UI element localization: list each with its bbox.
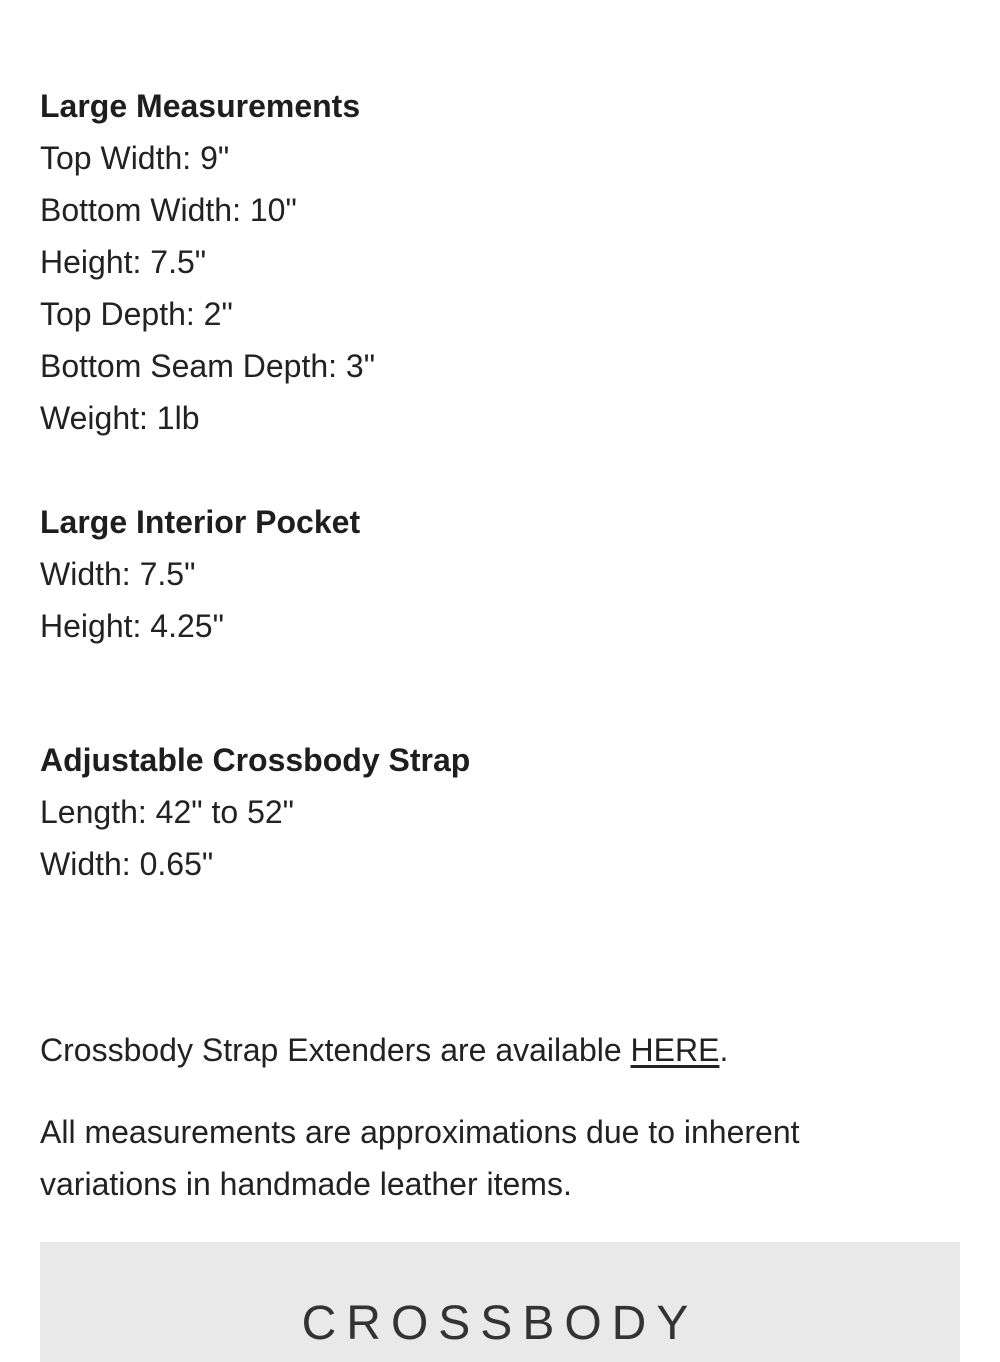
disclaimer-paragraph	[40, 1106, 960, 1210]
large-measurements-heading: Large Measurements	[40, 88, 361, 124]
crossbody-banner[interactable]	[40, 1242, 960, 1362]
strap-section	[40, 734, 960, 890]
strap-heading: Adjustable Crossbody Strap	[40, 742, 471, 778]
pocket-width-line: Width: 7.5"	[40, 556, 196, 592]
disclaimer-line-1: All measurements are approximations due to inherent	[40, 1114, 800, 1150]
section-spacer	[40, 652, 960, 734]
bottom-seam-depth-line: Bottom Seam Depth: 3"	[40, 348, 376, 384]
paragraph-spacer	[40, 1076, 960, 1106]
strap-width-line: Width: 0.65"	[40, 846, 214, 882]
strap-length-line: Length: 42" to 52"	[40, 794, 295, 830]
section-spacer	[40, 890, 960, 1024]
bottom-width-line: Bottom Width: 10"	[40, 192, 297, 228]
extenders-paragraph	[40, 1024, 960, 1076]
disclaimer-line-2: variations in handmade leather items.	[40, 1166, 572, 1202]
pocket-height-line: Height: 4.25"	[40, 608, 224, 644]
top-depth-line: Top Depth: 2"	[40, 296, 233, 332]
extenders-prefix: Crossbody Strap Extenders are available	[40, 1032, 631, 1068]
product-details	[40, 80, 960, 1210]
crossbody-banner-title: CROSSBODY	[301, 1297, 699, 1350]
section-spacer	[40, 444, 960, 496]
height-line: Height: 7.5"	[40, 244, 207, 280]
extenders-suffix: .	[719, 1032, 729, 1068]
interior-pocket-section	[40, 496, 960, 652]
large-measurements-section	[40, 80, 960, 444]
weight-line: Weight: 1lb	[40, 400, 200, 436]
interior-pocket-heading: Large Interior Pocket	[40, 504, 361, 540]
top-width-line: Top Width: 9"	[40, 140, 230, 176]
extenders-here-link[interactable]: HERE	[630, 1032, 720, 1068]
